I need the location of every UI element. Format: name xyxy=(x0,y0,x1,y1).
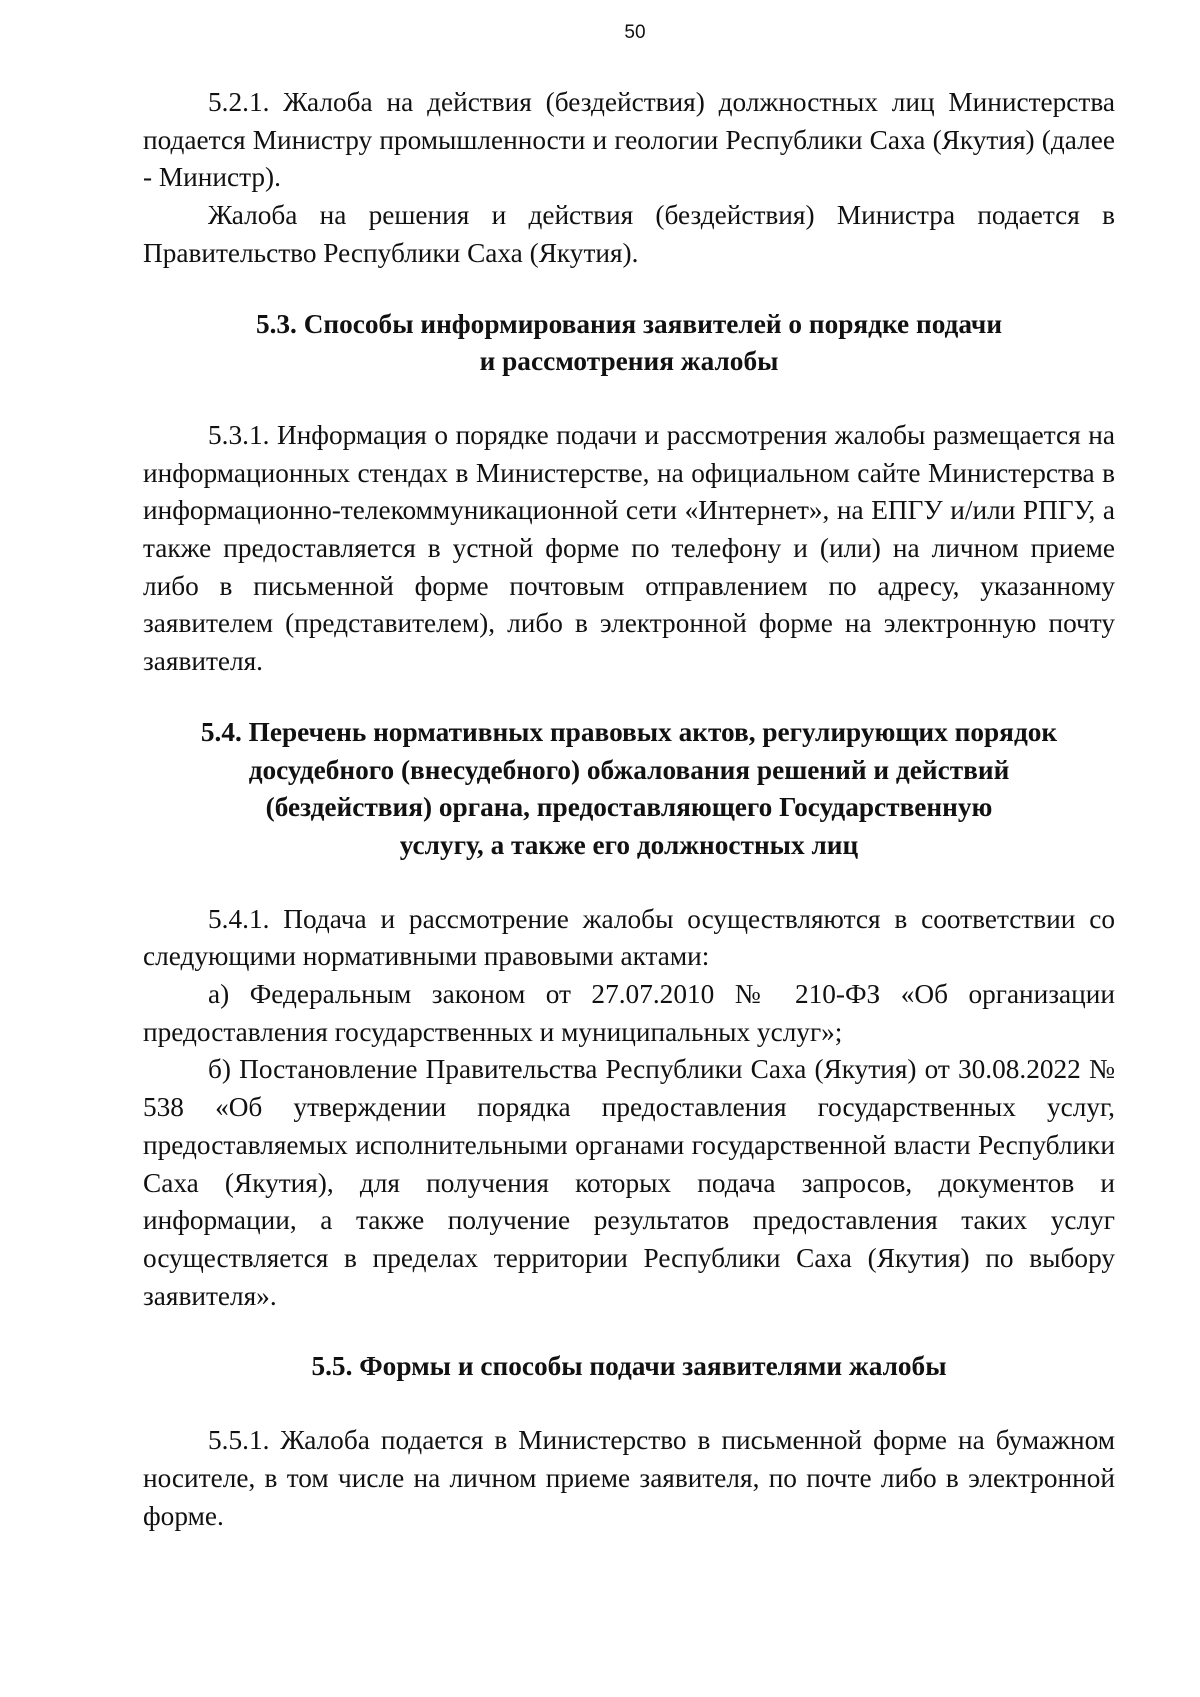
paragraph-5-2-1: 5.2.1. Жалоба на действия (бездействия) должностных лиц Министерства подается Министру промышленности и геологии Республики Саха (Якутия) (далее - Министр). xyxy=(143,87,1115,193)
heading-5-4-line-2: досудебного (внесудебного) обжалования решений и действий xyxy=(248,754,1010,785)
heading-5-3-line-1: 5.3. Способы информирования заявителей о порядке подачи xyxy=(255,308,1003,339)
heading-5-4-line-3: (бездействия) органа, предоставляющего Государственную xyxy=(265,792,993,823)
paragraph-5-5-1: 5.5.1. Жалоба подается в Министерство в письменной форме на бумажном носителе, в том числе на личном приеме заявителя, по почте либо в электронной форме. xyxy=(143,1425,1115,1531)
heading-5-5 xyxy=(143,1348,1115,1386)
paragraph-5-4-1-a: а) Федеральным законом от 27.07.2010 № 210-ФЗ «Об организации предоставления государственных и муниципальных услуг»; xyxy=(143,979,1115,1047)
paragraph-5-2-1-minister-complaint: Жалоба на решения и действия (бездействия) Министра подается в Правительство Республики Саха (Якутия). xyxy=(143,200,1115,268)
heading-5-4-line-4: услугу, а также его должностных лиц xyxy=(399,829,859,860)
heading-5-4-line-1: 5.4. Перечень нормативных правовых актов, регулирующих порядок xyxy=(200,716,1058,747)
heading-5-3-line-2: и рассмотрения жалобы xyxy=(479,346,779,377)
document-body xyxy=(143,84,1115,1535)
page-number: 50 xyxy=(624,22,646,43)
paragraph-5-4-1: 5.4.1. Подача и рассмотрение жалобы осуществляются в соответствии со следующими нормативными правовыми актами: xyxy=(143,903,1115,972)
heading-5-4 xyxy=(143,714,1115,865)
paragraph-5-4-1-b: б) Постановление Правительства Республики Саха (Якутия) от 30.08.2022 № 538 «Об утверждении порядка предоставления государственных услуг, предоставляемых исполнительными органами государственной власти Республики Саха (Якутия), для получения которых подача запросов, документов и информации, а также получение результатов предоставления таких услуг осуществляется в пределах территории Республики Саха (Якутия) по выбору заявителя». xyxy=(143,1054,1115,1311)
heading-5-5-line-1: 5.5. Формы и способы подачи заявителями жалобы xyxy=(311,1351,947,1382)
heading-5-3 xyxy=(143,306,1115,381)
paragraph-5-3-1: 5.3.1. Информация о порядке подачи и рассмотрения жалобы размещается на информационных стендах в Министерстве, на официальном сайте Министерства в информационно-телекоммуникационной сети «Интернет», на ЕПГУ и/или РПГУ, а также предоставляется в устной форме по телефону и (или) на личном приеме либо в письменной форме почтовым отправлением по адресу, указанному заявителем (представителем), либо в электронной форме на электронную почту заявителя. xyxy=(143,419,1115,677)
